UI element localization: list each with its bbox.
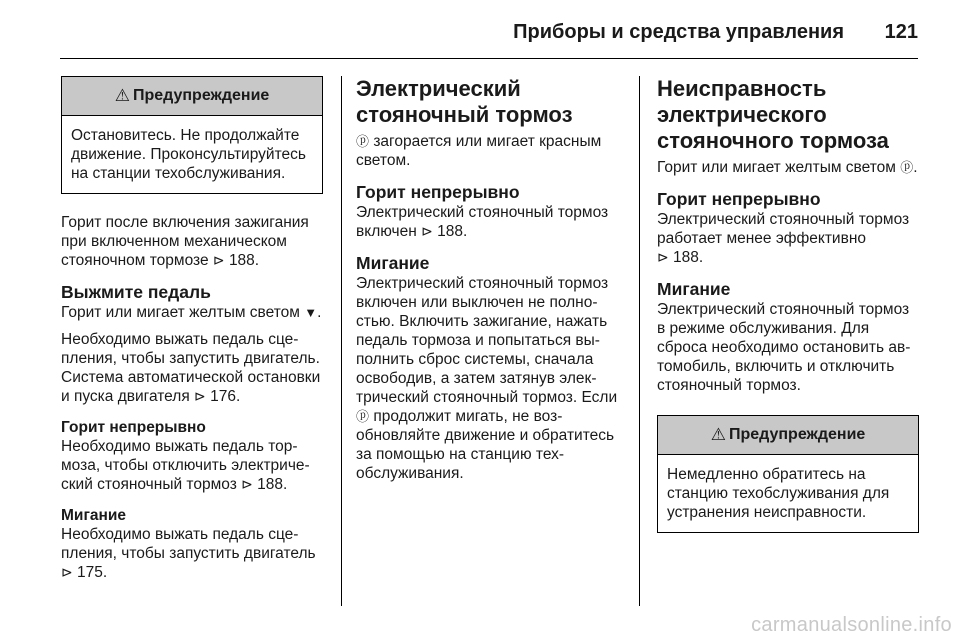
intro-text: Горит или мигает желтым светом ⓟ. — [657, 159, 918, 176]
page-title: Приборы и средства управления — [513, 21, 844, 43]
watermark: carmanualsonline.info — [751, 614, 952, 636]
steady-paragraph: Электрический стояночный тормоз включен ⊳ 188. — [356, 204, 609, 240]
subheading-blink: Мигание — [657, 279, 731, 299]
subheading-steady: Горит непрерывно — [61, 419, 206, 436]
page-reference: 188. — [257, 476, 288, 493]
intro-text: ⓟ загорается или мигает красным светом. — [356, 133, 602, 169]
subheading-steady: Горит непрерывно — [657, 189, 821, 209]
steady-paragraph: Электрический стояночный тормоз работает менее эффективно ⊳ 188. — [657, 211, 910, 266]
page-header — [60, 14, 918, 59]
warning-title: Предупреждение — [132, 87, 270, 104]
column-3 — [657, 76, 919, 533]
subheading-blink: Мигание — [356, 253, 430, 273]
blink-paragraph: Электрический стояночный тормоз в режиме обслуживания. Для сброса необходимо остановить автомобиль, включить и отключить стояночный тормоз. — [657, 301, 911, 394]
page-reference: 188. — [437, 223, 468, 240]
warning-box — [61, 76, 323, 194]
reference-arrow-icon: ⊳ — [212, 252, 225, 268]
warning-triangle-icon: ⚠ — [114, 86, 130, 105]
blink-paragraph: Электрический стояночный тормоз включен или выключен не полностью. Включить зажигание, нажать педаль тормоза и попытаться выполнить сброс системы, сначала освободив, а затем затянув электрический стояночный тормоз. Если ⓟ продолжит мигать, не возобновляйте движение и обратитесь за помощью на станцию техобслуживания. — [356, 275, 618, 482]
column-divider — [341, 76, 342, 606]
page-reference: 176. — [210, 388, 241, 405]
warning-body: Немедленно обратитесь на станцию техобслуживания для устранения неисправности. — [667, 466, 890, 521]
section-paragraph: Необходимо выжать педаль сцепления, чтобы запустить двигатель. Система автоматической остановки и пуска двигателя ⊳ 176. — [61, 331, 321, 405]
reference-arrow-icon: ⊳ — [241, 476, 253, 492]
blink-paragraph: Необходимо выжать педаль сцепления, чтобы запустить двигатель ⊳ 175. — [61, 526, 316, 581]
page-number: 121 — [884, 21, 918, 43]
subheading-steady: Горит непрерывно — [356, 182, 520, 202]
section-title: Неисправность электрического стояночного тормоза — [657, 76, 889, 153]
warning-body: Остановитесь. Не продолжайте движение. Проконсультируйтесь на станции техобслуживания. — [71, 127, 306, 182]
section-title: Электрический стояночный тормоз — [356, 76, 573, 127]
parking-brake-icon: ⓟ — [356, 409, 370, 424]
column-2 — [356, 76, 624, 483]
warning-triangle-icon: ⚠ — [710, 425, 726, 444]
steady-paragraph: Необходимо выжать педаль тормоза, чтобы отключить электрический стояночный тормоз ⊳ 188. — [61, 438, 310, 493]
warning-title: Предупреждение — [728, 426, 866, 443]
reference-arrow-icon: ⊳ — [194, 388, 206, 404]
page-reference: 175. — [77, 564, 108, 581]
section-heading: Выжмите педаль — [61, 282, 211, 302]
intro-text: Горит после включения зажигания при включенном механическом стояночном тормозе ⊳ 188. — [61, 214, 309, 269]
parking-brake-icon: ⓟ — [356, 134, 370, 149]
subheading-blink: Мигание — [61, 507, 127, 524]
section-line: Горит или мигает желтым светом ▼. — [61, 304, 322, 321]
page-reference: 188. — [228, 252, 260, 269]
reference-arrow-icon: ⊳ — [421, 223, 433, 239]
warning-header — [658, 416, 918, 455]
column-1 — [61, 76, 323, 582]
page-reference: 188. — [673, 249, 704, 266]
clutch-pedal-icon: ▼ — [304, 305, 318, 320]
brake-fault-icon: ⓟ — [900, 160, 914, 175]
warning-box — [657, 415, 919, 533]
warning-header — [62, 77, 322, 116]
reference-arrow-icon: ⊳ — [657, 249, 669, 265]
column-divider — [639, 76, 640, 606]
reference-arrow-icon: ⊳ — [61, 564, 73, 580]
